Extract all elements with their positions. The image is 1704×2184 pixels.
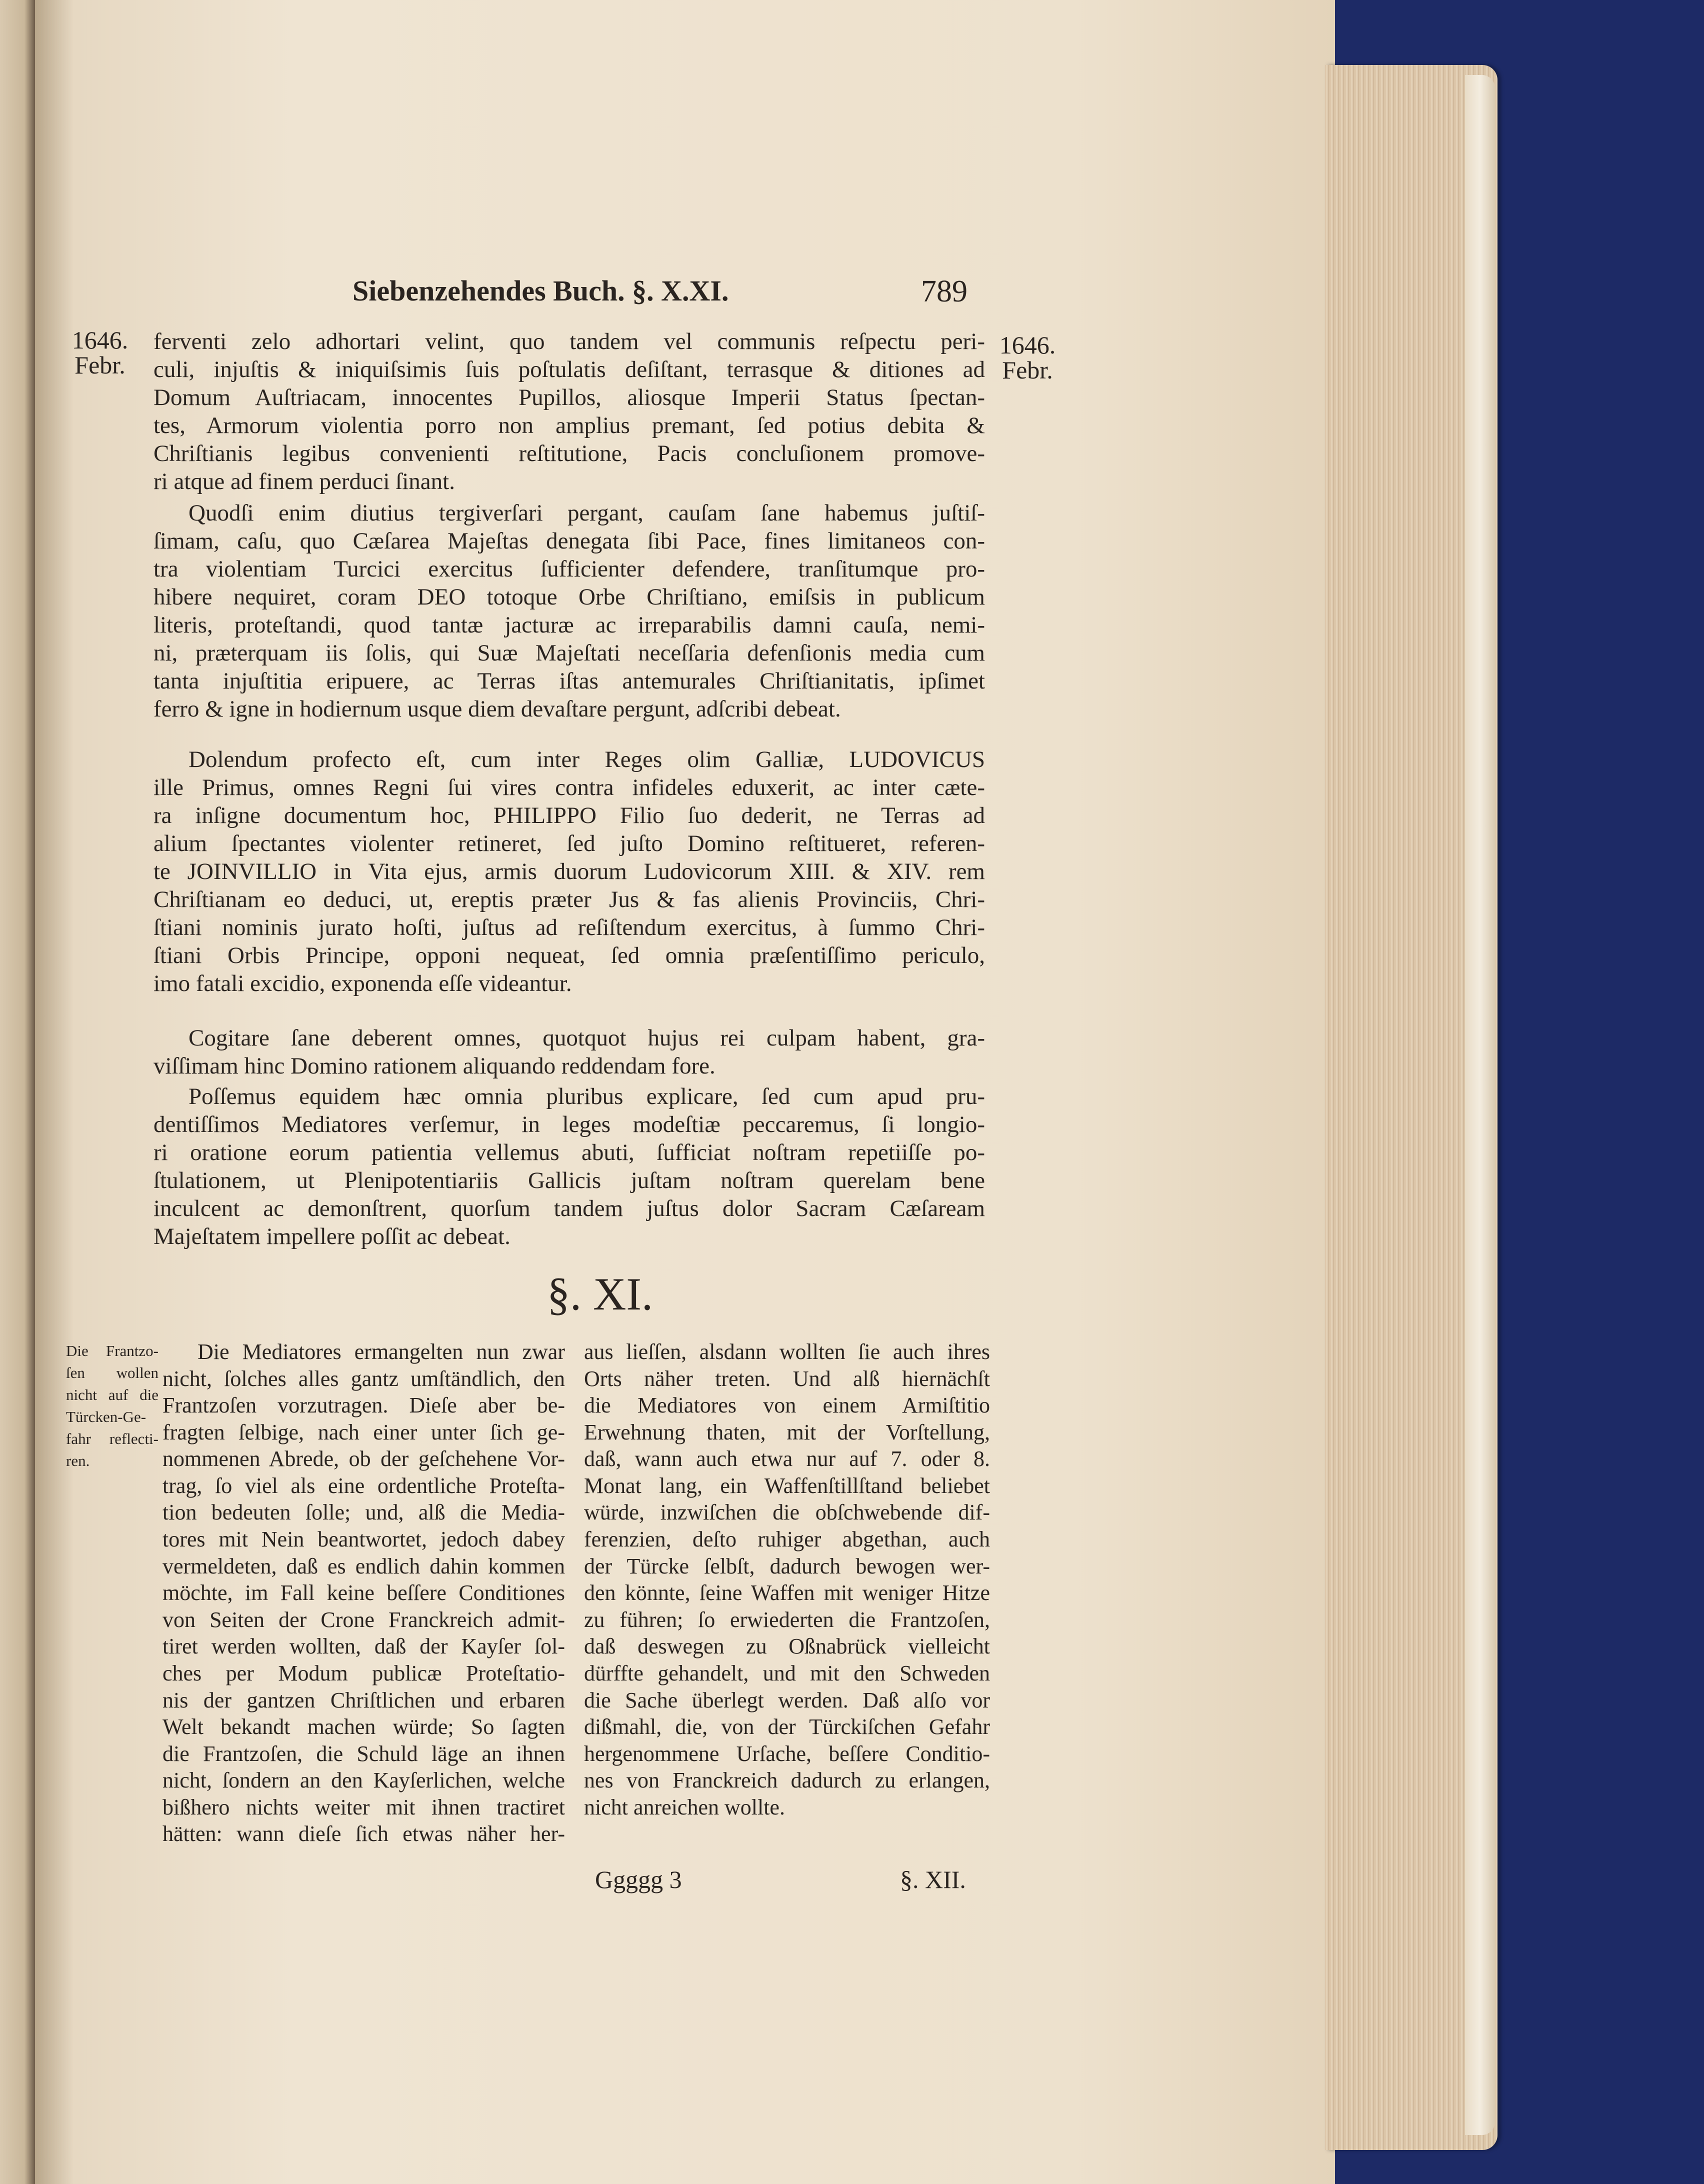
- text-line: tanta injuſtitia eripuere, ac Terras iſtas antemurales Chriſtianitatis, ipſimet: [154, 668, 985, 694]
- text-line: tion bedeuten ſolle; und, alß die Media-: [162, 1500, 565, 1525]
- text-line: ches per Modum publicæ Proteſtatio-: [162, 1660, 565, 1686]
- text-line: die Mediatores von einem Armiſtitio: [584, 1393, 990, 1418]
- note-line: ren.: [66, 1452, 90, 1470]
- text-line: Chriſtianis legibus convenienti reſtitutione, Pacis concluſionem promove-: [154, 440, 985, 466]
- book-cover-edge: [1465, 75, 1495, 2135]
- text-line: ri atque ad finem perduci ſinant.: [154, 468, 455, 494]
- text-line: ſtulationem, ut Plenipotentiariis Gallicis juſtam noſtram querelam bene: [154, 1168, 985, 1194]
- text-line: tiret werden wollten, daß der Kayſer ſol-: [162, 1634, 565, 1659]
- text-line: der Türcke ſelbſt, dadurch bewogen wer-: [584, 1554, 990, 1578]
- text-line: Chriſtianam eo deduci, ut, ereptis præter Jus & fas alienis Provinciis, Chri-: [154, 886, 985, 912]
- text-line: Die Mediatores ermangelten nun zwar: [198, 1340, 565, 1364]
- text-line: Monat lang, ein Waffenſtillſtand beliebet: [584, 1473, 990, 1498]
- text-line: fragten ſelbige, nach einer unter ſich ge-: [162, 1420, 565, 1444]
- note-line: ſen wollen: [66, 1364, 158, 1382]
- text-line: ferenzien, deſto ruhiger abgethan, auch: [584, 1527, 990, 1552]
- text-line: Welt bekandt machen würde; So ſagten: [162, 1714, 565, 1740]
- signature-mark: Ggggg 3: [595, 1866, 682, 1894]
- text-line: inculcent ac demonſtrent, quorſum tandem juſtus dolor Sacram Cæſaream: [154, 1196, 985, 1222]
- text-line: Quodſi enim diutius tergiverſari pergant, cauſam ſane habemus juſtiſ-: [188, 500, 985, 526]
- text-line: ri oratione eorum patientia vellemus abuti, ſufficiat noſtram repetiiſſe po-: [154, 1140, 985, 1166]
- text-line: ſimam, caſu, quo Cæſarea Majeſtas denegata ſibi Pace, fines limitaneos con-: [154, 528, 985, 554]
- text-line: ſtiani Orbis Principe, opponi nequeat, ſed omnia præſentiſſimo periculo,: [154, 942, 985, 968]
- text-line: bißhero nichts weiter mit ihnen tractiret: [162, 1794, 565, 1820]
- text-line: literis, proteſtandi, quod tantæ jacturæ ac irreparabilis damni cauſa, nemi-: [154, 612, 985, 638]
- text-line: Domum Auſtriacam, innocentes Pupillos, aliosque Imperii Status ſpectan-: [154, 384, 985, 410]
- text-line: daß deswegen zu Oßnabrück vielleicht: [584, 1634, 990, 1659]
- running-header: Siebenzehendes Buch. §. X.XI.: [352, 274, 729, 307]
- note-line: Die Frantzo-: [66, 1342, 158, 1360]
- margin-note: [66, 1340, 158, 1472]
- margin-date-right: [992, 332, 1062, 382]
- text-line: Frantzoſen vorzutragen. Dieſe aber be-: [162, 1393, 565, 1418]
- text-line: nicht, ſolches alles gantz umſtändlich, den: [162, 1366, 565, 1391]
- margin-year: 1646.: [999, 331, 1056, 359]
- facing-page-edge: [0, 0, 35, 2184]
- text-line: te JOINVILLIO in Vita ejus, armis duorum Ludovicorum XIII. & XIV. rem: [154, 858, 985, 884]
- note-line: Türcken-Ge-: [66, 1408, 146, 1426]
- text-line: die Frantzoſen, die Schuld läge an ihnen: [162, 1741, 565, 1766]
- text-line: würde, inzwiſchen die obſchwebende dif-: [584, 1500, 990, 1525]
- catchword: §. XII.: [900, 1866, 966, 1894]
- text-line: viſſimam hinc Domino rationem aliquando reddendam fore.: [154, 1053, 716, 1079]
- text-line: nis der gantzen Chriſtlichen und erbaren: [162, 1688, 565, 1712]
- text-line: aus lieſſen, alsdann wollten ſie auch ihres: [584, 1340, 990, 1364]
- text-line: hergenommene Urſache, beſſere Conditio-: [584, 1741, 990, 1766]
- margin-month: Febr.: [74, 351, 126, 379]
- text-line: nommenen Abrede, ob der geſchehene Vor-: [162, 1446, 565, 1472]
- page-number: 789: [921, 274, 968, 308]
- text-line: ferventi zelo adhortari velint, quo tandem vel communis reſpectu peri-: [154, 328, 985, 354]
- text-line: ra inſigne documentum hoc, PHILIPPO Filio ſuo dederit, ne Terras ad: [154, 802, 985, 828]
- text-line: Dolendum profecto eſt, cum inter Reges olim Galliæ, LUDOVICUS: [188, 746, 985, 772]
- text-line: daß, wann auch etwa nur auf 7. oder 8.: [584, 1446, 990, 1472]
- text-line: die Sache überlegt werden. Daß alſo vor: [584, 1688, 990, 1712]
- text-line: dentiſſimos Mediatores verſemur, in leges modeſtiæ peccaremus, ſi longio-: [154, 1112, 985, 1138]
- text-line: imo fatali excidio, exponenda eſſe videantur.: [154, 970, 572, 996]
- text-line: trag, ſo viel als eine ordentliche Proteſta-: [162, 1473, 565, 1498]
- text-line: nicht, ſondern an den Kayſerlichen, welche: [162, 1768, 565, 1793]
- text-line: Erwehnung thaten, mit der Vorſtellung,: [584, 1420, 990, 1444]
- text-line: nes von Franckreich dadurch zu erlangen,: [584, 1768, 990, 1793]
- note-line: fahr reflecti-: [66, 1430, 158, 1448]
- text-line: tores mit Nein beantwortet, jedoch dabey: [162, 1527, 565, 1552]
- text-line: culi, injuſtis & iniquiſsimis ſuis poſtulatis deſiſtant, terrasque & ditiones ad: [154, 356, 985, 382]
- text-line: nicht anreichen wollte.: [584, 1794, 785, 1820]
- text-line: hätten: wann dieſe ſich etwas näher her-: [162, 1822, 565, 1846]
- note-line: nicht auf die: [66, 1386, 158, 1404]
- margin-month: Febr.: [1002, 356, 1053, 384]
- text-line: ferro & igne in hodiernum usque diem devaſtare pergunt, adſcribi debeat.: [154, 696, 841, 722]
- margin-year: 1646.: [72, 326, 128, 354]
- text-line: Majeſtatem impellere poſſit ac debeat.: [154, 1224, 510, 1250]
- section-heading: §. XI.: [546, 1268, 654, 1320]
- text-line: von Seiten der Crone Franckreich admit-: [162, 1607, 565, 1632]
- text-line: hibere nequiret, coram DEO totoque Orbe Chriſtiano, emiſsis in publicum: [154, 584, 985, 610]
- text-line: vermeldeten, daß es endlich dahin kommen: [162, 1554, 565, 1578]
- margin-date-left: [65, 328, 135, 378]
- text-line: ſtiani nominis jurato hoſti, juſtus ad reſiſtendum exercitus, à ſummo Chri-: [154, 914, 985, 940]
- text-line: zu führen; ſo erwiederten die Frantzoſen,: [584, 1607, 990, 1632]
- text-line: tes, Armorum violentia porro non amplius premant, ſed potius debita &: [154, 412, 985, 438]
- text-line: möchte, im Fall keine beſſere Conditiones: [162, 1580, 565, 1606]
- text-line: dißmahl, die, von der Türckiſchen Gefahr: [584, 1714, 990, 1740]
- text-line: tra violentiam Turcici exercitus ſufficienter defendere, tranſitumque pro-: [154, 556, 985, 582]
- text-line: alium ſpectantes violenter retineret, ſed juſto Domino reſtitueret, referen-: [154, 830, 985, 856]
- text-line: Poſſemus equidem hæc omnia pluribus explicare, ſed cum apud pru-: [188, 1084, 985, 1110]
- text-line: Cogitare ſane deberent omnes, quotquot hujus rei culpam habent, gra-: [188, 1025, 985, 1051]
- text-line: dürffte gehandelt, und mit den Schweden: [584, 1660, 990, 1686]
- text-line: ille Primus, omnes Regni ſui vires contra infideles eduxerit, ac inter cæte-: [154, 774, 985, 800]
- text-line: Orts näher treten. Und alß hiernächſt: [584, 1366, 990, 1391]
- text-line: ni, præterquam iis ſolis, qui Suæ Majeſtati neceſſaria defenſionis media cum: [154, 640, 985, 666]
- text-line: den könnte, ſeine Waffen mit weniger Hitze: [584, 1580, 990, 1606]
